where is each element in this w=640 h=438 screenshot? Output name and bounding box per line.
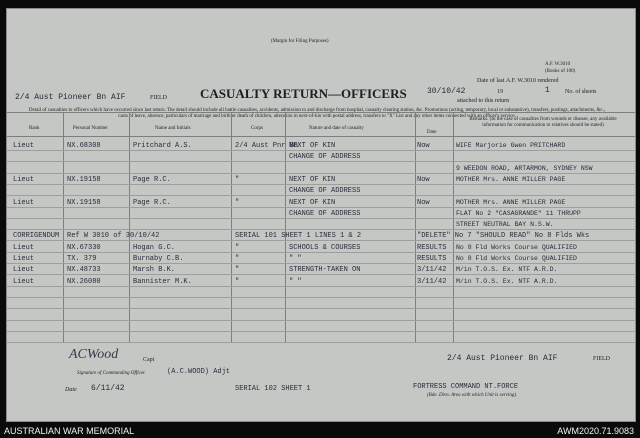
cell-corps: SERIAL 101 SHEET 1 LINES 1 & 2	[235, 232, 362, 241]
cell-rank: Lieut	[13, 277, 35, 286]
cell-remarks: 9 WEEDON ROAD, ARTARMON, SYDNEY NSW	[456, 164, 593, 172]
cell-nature: " "	[289, 255, 302, 263]
col-header-rank: Rank	[29, 126, 40, 131]
unit-right-field: FIELD	[593, 356, 610, 362]
cell-remarks: M/in T.O.S. Ex. NTF A.R.D.	[456, 266, 558, 274]
cell-remarks: No 8 Fld Works Course QUALIFIED	[456, 255, 577, 262]
cell-nature: " "	[289, 277, 302, 286]
cell-nature: SCHOOLS & COURSES	[289, 243, 361, 252]
cell-name: Bannister M.K.	[133, 277, 192, 286]
row-rule	[7, 331, 635, 332]
cell-name: Marsh B.K.	[133, 266, 176, 275]
cell-date: Now	[417, 142, 430, 150]
archive-footer	[0, 425, 640, 438]
cell-date: Now	[417, 175, 430, 184]
cell-number: NX.26080	[67, 277, 101, 286]
col-header-remarks: Remarks. (In the case of casualties from wounds or disease, any available information for communication to relatives should be stated)	[469, 117, 617, 128]
row-rule	[7, 263, 635, 264]
cell-rank: Lieut	[13, 198, 35, 207]
cell-number: NX.48733	[67, 266, 101, 275]
cell-nature: CHANGE OF ADDRESS	[289, 187, 361, 196]
row-rule	[7, 195, 635, 196]
cell-nature: NEXT OF KIN	[289, 142, 336, 150]
sheets-label: No. of sheets	[565, 89, 597, 95]
attached-label: attached to this return	[457, 98, 510, 104]
cell-remarks: MOTHER Mrs. ANNE MILLER PAGE	[456, 175, 566, 183]
cell-date: "DELETE" No 7 "SHOULD READ" No 8 Flds Wks	[417, 232, 590, 241]
signature-caption: Signature of Commanding Officer.	[77, 371, 146, 376]
cell-nature: CHANGE OF ADDRESS	[289, 153, 361, 162]
signature-date-value: 6/11/42	[91, 384, 125, 393]
signature-date-label: Date	[65, 387, 77, 393]
cell-corps: "	[235, 243, 240, 252]
cell-number: TX. 379	[67, 255, 97, 263]
cell-remarks: FLAT No 2 "CASAGRANDE" 11 THRUPP	[456, 209, 581, 217]
col-header-number: Personal Number	[73, 126, 108, 131]
row-rule	[7, 274, 635, 275]
cell-rank: CORRIGENDUM	[13, 232, 60, 241]
cell-corps: "	[235, 277, 240, 286]
date-last-return-label: Date of last A.F. W.3010 rendered	[477, 78, 559, 84]
command-value: FORTRESS COMMAND NT.FORCE	[413, 383, 519, 391]
cell-nature: STRENGTH-TAKEN ON	[289, 266, 361, 275]
footer-right: AWM2020.71.9083	[557, 426, 634, 436]
cell-remarks: MOTHER Mrs. ANNE MILLER PAGE	[456, 198, 566, 206]
cell-nature: NEXT OF KIN	[289, 198, 336, 207]
bde-note: (Bde. Divn. Area with which Unit is serving).	[427, 393, 518, 398]
cell-remarks: WIFE Marjorie Gwen PRITCHARD	[456, 142, 566, 149]
unit-name: 2/4 Aust Pioneer Bn AIF	[15, 93, 126, 102]
row-rule	[7, 342, 635, 343]
serial-note: SERIAL 102 SHEET 1	[235, 385, 311, 393]
row-rule	[7, 150, 635, 151]
cell-corps: "	[235, 175, 240, 184]
cell-rank: Lieut	[13, 175, 35, 184]
row-rule	[7, 161, 635, 162]
row-rule	[7, 229, 635, 230]
signature-name: (A.C.WOOD) Adjt	[167, 368, 231, 376]
row-rule	[7, 173, 635, 174]
unit-field-label: FIELD	[150, 95, 167, 101]
col-header-corps: Corps	[251, 126, 263, 131]
cell-date: 3/11/42	[417, 266, 447, 275]
cell-remarks: STREET NEUTRAL BAY N.S.W.	[456, 221, 554, 229]
row-rule	[7, 297, 635, 298]
col-header-date: Date	[427, 130, 437, 135]
date-last-return-value: 30/10/42	[427, 87, 466, 96]
cell-nature: NEXT OF KIN	[289, 175, 336, 184]
cell-date: Now	[417, 198, 430, 207]
row-rule	[7, 218, 635, 219]
row-rule	[7, 252, 635, 253]
row-rule	[7, 240, 635, 241]
cell-date: RESULTS	[417, 243, 447, 252]
cell-name: Hogan G.C.	[133, 243, 176, 252]
footer-left: AUSTRALIAN WAR MEMORIAL	[4, 426, 135, 436]
cell-remarks: No 8 Fld Works Course QUALIFIED	[456, 243, 577, 251]
page-title: CASUALTY RETURN—OFFICERS	[200, 86, 407, 101]
cell-corps: "	[235, 198, 240, 207]
sheets-value: 1	[545, 86, 550, 95]
cell-name: Burnaby C.B.	[133, 255, 184, 263]
col-header-name: Name and Initials	[155, 126, 191, 131]
cell-corps: 2/4 Aust Pnr Bn	[235, 142, 299, 150]
cell-remarks: M/in T.O.S. Ex. NTF A.R.D.	[456, 277, 558, 285]
header-rule	[7, 136, 635, 137]
year-suffix: 19	[497, 89, 503, 95]
table-top-rule	[7, 112, 635, 113]
cell-number: NX.67330	[67, 243, 101, 252]
cell-number: NX.19158	[67, 198, 101, 207]
cell-number: Ref W 3010 of 30/10/42	[67, 232, 160, 241]
cell-name: Page R.C.	[133, 198, 171, 207]
cell-nature: CHANGE OF ADDRESS	[289, 209, 361, 218]
col-header-nature: Nature and date of casualty	[309, 126, 364, 131]
row-rule	[7, 207, 635, 208]
row-rule	[7, 286, 635, 287]
cell-date: 3/11/42	[417, 277, 447, 286]
form-number: A.F. W.3010	[545, 62, 571, 67]
cell-rank: Lieut	[13, 243, 35, 252]
cell-corps: "	[235, 266, 240, 275]
row-rule	[7, 308, 635, 309]
row-rule	[7, 184, 635, 185]
cell-rank: Lieut	[13, 255, 35, 263]
cell-date: RESULTS	[417, 255, 447, 263]
row-rule	[7, 320, 635, 321]
cell-number: NX.68308	[67, 142, 101, 150]
cell-name: Page R.C.	[133, 175, 171, 184]
instructions: Detail of casualties to officers which have occurred since last return. The detail should include all battle casualties, accidents, admission to and discharge from hospital, casualty clearing station, &c. Promotions (acting, temporary, local or substantive), transfers, postings, attachments, &c., casts of leave, absence, particulars of marriage and birth or death of children, alteration in next-of-kin with postal address, transfers to "X" List and any other items connected with an officer's service.	[28, 108, 606, 119]
signature-scribble: ACWood	[69, 347, 119, 362]
return-form-sheet	[6, 8, 636, 422]
cell-rank: Lieut	[13, 266, 35, 275]
margin-note: (Margin for Filing Purposes)	[271, 39, 329, 44]
cell-number: NX.19158	[67, 175, 101, 184]
cell-name: Pritchard A.S.	[133, 142, 192, 150]
cell-corps: "	[235, 255, 240, 263]
signature-rank: Capt	[143, 357, 155, 363]
unit-right: 2/4 Aust Pioneer Bn AIF	[447, 354, 558, 363]
cell-rank: Lieut	[13, 142, 35, 150]
books-note: (Books of 100)	[545, 69, 576, 74]
